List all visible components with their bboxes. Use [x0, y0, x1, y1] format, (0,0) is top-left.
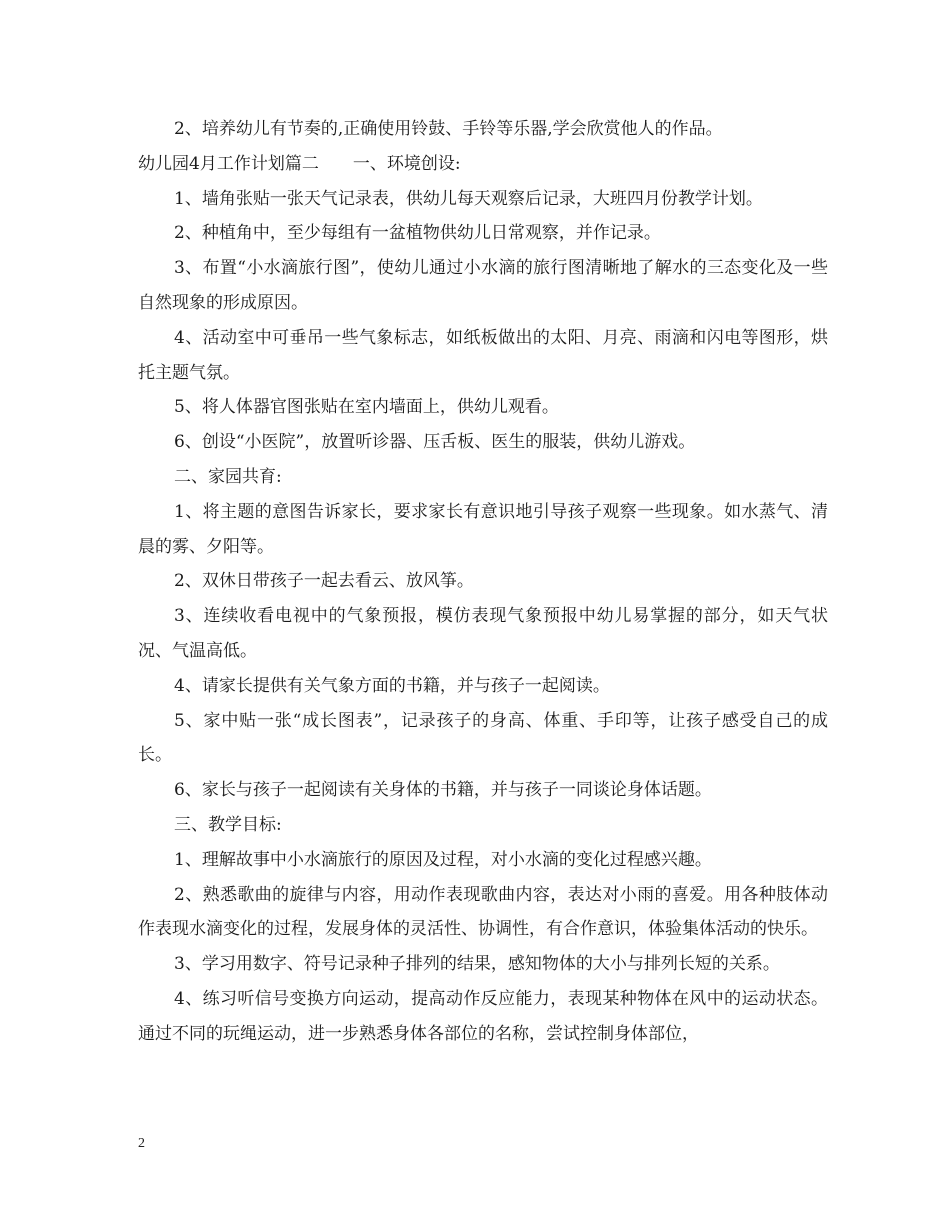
paragraph: 4、活动室中可垂吊一些气象标志，如纸板做出的太阳、月亮、雨滴和闪电等图形，烘托主题气氛。: [138, 327, 828, 383]
paragraph: 6、家长与孩子一起阅读有关身体的书籍，并与孩子一同谈论身体话题。: [174, 780, 712, 801]
paragraph: 3、学习用数字、符号记录种子排列的结果，感知物体的大小与排列长短的关系。: [174, 954, 780, 975]
paragraph: 4、练习听信号变换方向运动，提高动作反应能力，表现某种物体在风中的运动状态。通过不同的玩绳运动，进一步熟悉身体各部位的名称，尝试控制身体部位，: [138, 988, 828, 1044]
paragraph: 5、将人体器官图张贴在室内墙面上，供幼儿观看。: [174, 397, 559, 418]
paragraph: 2、培养幼儿有节奏的,正确使用铃鼓、手铃等乐器,学会欣赏他人的作品。: [174, 119, 723, 139]
section-heading: 幼儿园4月工作计划篇二 一、环境创设:: [138, 153, 461, 174]
paragraph: 1、理解故事中小水滴旅行的原因及过程，对小水滴的变化过程感兴趣。: [174, 849, 712, 870]
page-number: 2: [138, 1136, 145, 1151]
document-body: [138, 112, 828, 1052]
section-heading: 三、教学目标:: [174, 814, 282, 835]
paragraph: 3、连续收看电视中的气象预报，模仿表现气象预报中幼儿易掌握的部分，如天气状况、气温高低。: [138, 606, 828, 661]
section-heading: 二、家园共育:: [174, 466, 282, 487]
paragraph: 2、熟悉歌曲的旋律与内容，用动作表现歌曲内容，表达对小雨的喜爱。用各种肢体动作表现水滴变化的过程，发展身体的灵活性、协调性，有合作意识，体验集体活动的快乐。: [138, 884, 828, 940]
paragraph: 1、墙角张贴一张天气记录表，供幼儿每天观察后记录，大班四月份教学计划。: [174, 188, 763, 209]
paragraph: 6、创设“小医院”，放置听诊器、压舌板、医生的服装，供幼儿游戏。: [174, 432, 696, 453]
paragraph: 1、将主题的意图告诉家长，要求家长有意识地引导孩子观察一些现象。如水蒸气、清晨的雾、夕阳等。: [138, 501, 828, 557]
paragraph: 2、种植角中，至少每组有一盆植物供幼儿日常观察，并作记录。: [174, 223, 661, 244]
paragraph: 2、双休日带孩子一起去看云、放风筝。: [174, 571, 474, 592]
paragraph: 5、家中贴一张“成长图表”，记录孩子的身高、体重、手印等，让孩子感受自己的成长。: [138, 710, 828, 766]
paragraph: 3、布置“小水滴旅行图”，使幼儿通过小水滴的旅行图清晰地了解水的三态变化及一些自然现象的形成原因。: [138, 258, 828, 313]
paragraph: 4、请家长提供有关气象方面的书籍，并与孩子一起阅读。: [174, 675, 610, 696]
